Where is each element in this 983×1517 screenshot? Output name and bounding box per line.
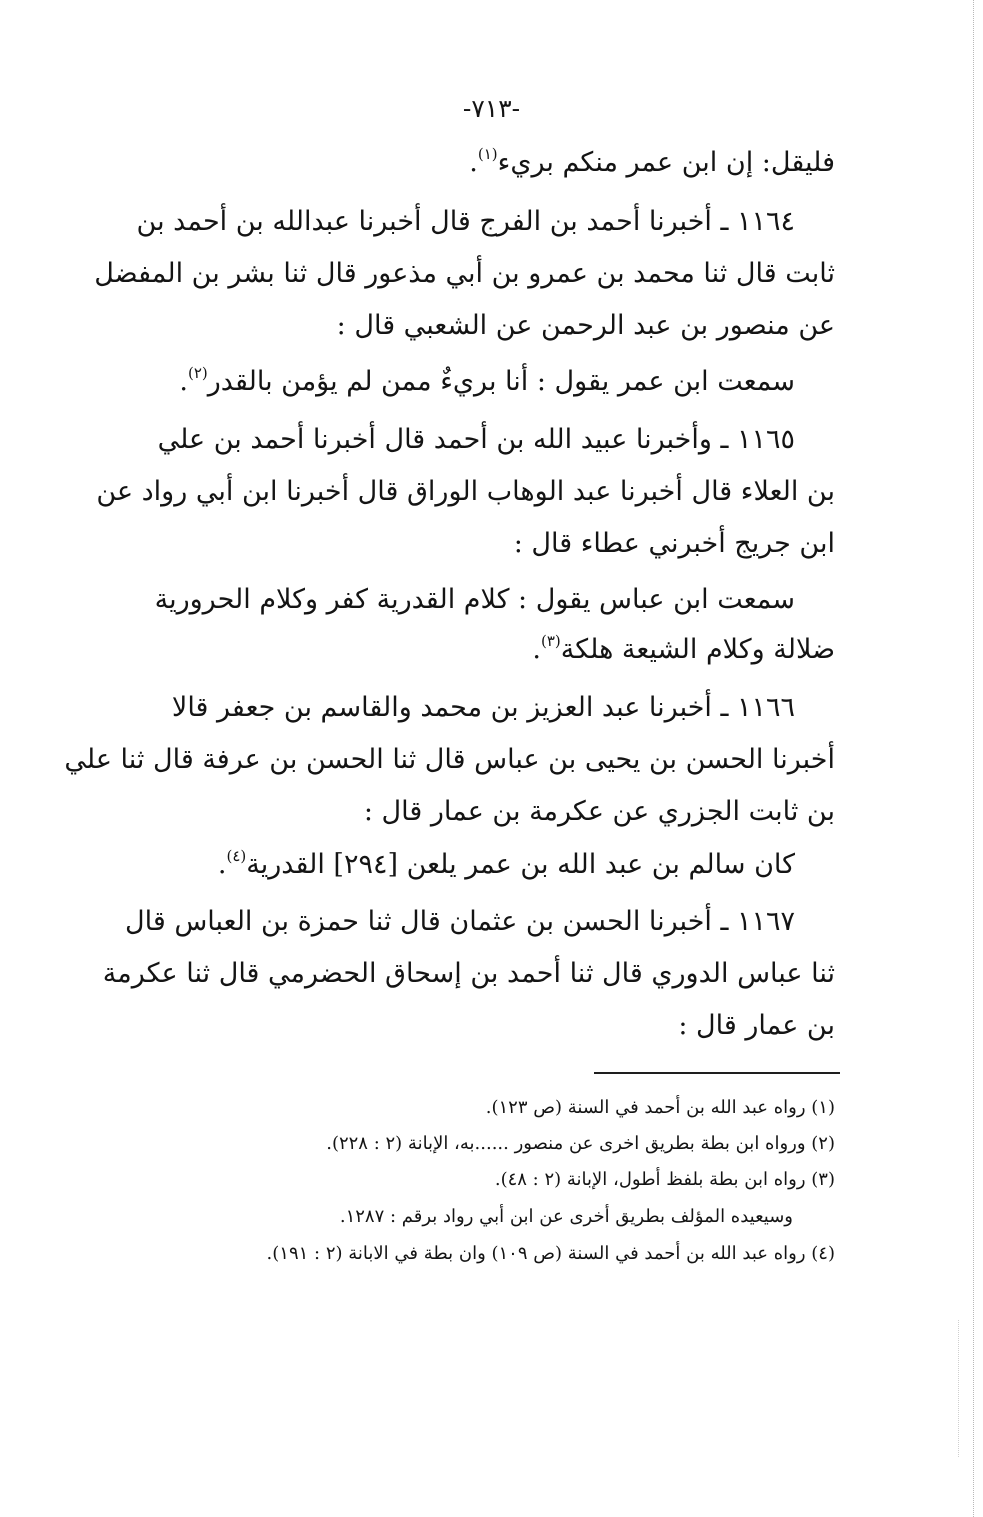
page-number: -٧١٣- bbox=[462, 94, 521, 123]
footnote-divider bbox=[594, 1072, 840, 1074]
footnote-ref: (٢) bbox=[187, 364, 208, 382]
text-line: ثنا عباس الدوري قال ثنا أحمد بن إسحاق الحضرمي قال ثنا عكرمة bbox=[102, 958, 835, 989]
footnote-ref: (١) bbox=[477, 145, 498, 163]
text-line: سمعت ابن عمر يقول : أنا بريءٌ ممن لم يؤمن بالقدر$^{(٢)}$. bbox=[179, 364, 795, 397]
footnote: (٤) رواه عبد الله بن أحمد في السنة (ص ١٠٩) وان بطة في الابانة (٢ : ١٩١). bbox=[266, 1243, 835, 1264]
text-line: ١١٦٧ ـ أخبرنا الحسن بن عثمان قال ثنا حمزة بن العباس قال bbox=[125, 906, 795, 937]
text-line: ابن جريج أخبرني عطاء قال : bbox=[513, 528, 835, 559]
text-line: سمعت ابن عباس يقول : كلام القدرية كفر وكلام الحرورية bbox=[154, 584, 795, 615]
text-line: كان سالم بن عبد الله بن عمر يلعن [٢٩٤] القدرية$^{(٤)}$. bbox=[217, 847, 795, 880]
footnote-ref: (٣) bbox=[540, 632, 561, 650]
footnote: (٢) ورواه ابن بطة بطريق اخرى عن منصور ......به، الإبانة (٢ : ٢٢٨). bbox=[326, 1133, 835, 1154]
footnote: (٣) رواه ابن بطة بلفظ أطول، الإبانة (٢ : ٤٨). bbox=[494, 1169, 835, 1190]
text-line: ١١٦٤ ـ أخبرنا أحمد بن الفرج قال أخبرنا عبدالله بن أحمد بن bbox=[136, 206, 795, 237]
text-line: أخبرنا الحسن بن يحيى بن عباس قال ثنا الحسن بن عرفة قال ثنا علي bbox=[64, 744, 835, 775]
text-line: عن منصور بن عبد الرحمن عن الشعبي قال : bbox=[336, 310, 835, 341]
footnote-ref: (٤) bbox=[226, 847, 247, 865]
text-line: بن العلاء قال أخبرنا عبد الوهاب الوراق قال أخبرنا ابن أبي رواد عن bbox=[96, 476, 835, 507]
text-line: بن ثابت الجزري عن عكرمة بن عمار قال : bbox=[363, 796, 835, 827]
page-edge-line-inner bbox=[958, 1320, 959, 1457]
footnote: (١) رواه عبد الله بن أحمد في السنة (ص ١٢٣). bbox=[485, 1097, 835, 1118]
text-line: ١١٦٦ ـ أخبرنا عبد العزيز بن محمد والقاسم بن جعفر قالا bbox=[171, 692, 795, 723]
footnote-continuation: وسيعيده المؤلف بطريق أخرى عن ابن أبي رواد برقم : ١٢٨٧. bbox=[339, 1206, 793, 1227]
text-line: فليقل: إن ابن عمر منكم بريء$^{(١)}$. bbox=[469, 145, 835, 178]
page-edge-line bbox=[973, 0, 974, 1517]
text-line: بن عمار قال : bbox=[678, 1010, 835, 1041]
text-line: ثابت قال ثنا محمد بن عمرو بن أبي مذعور قال ثنا بشر بن المفضل bbox=[94, 258, 835, 289]
text-line: ١١٦٥ ـ وأخبرنا عبيد الله بن أحمد قال أخبرنا أحمد بن علي bbox=[157, 424, 795, 455]
text-line: ضلالة وكلام الشيعة هلكة$^{(٣)}$. bbox=[532, 632, 835, 665]
